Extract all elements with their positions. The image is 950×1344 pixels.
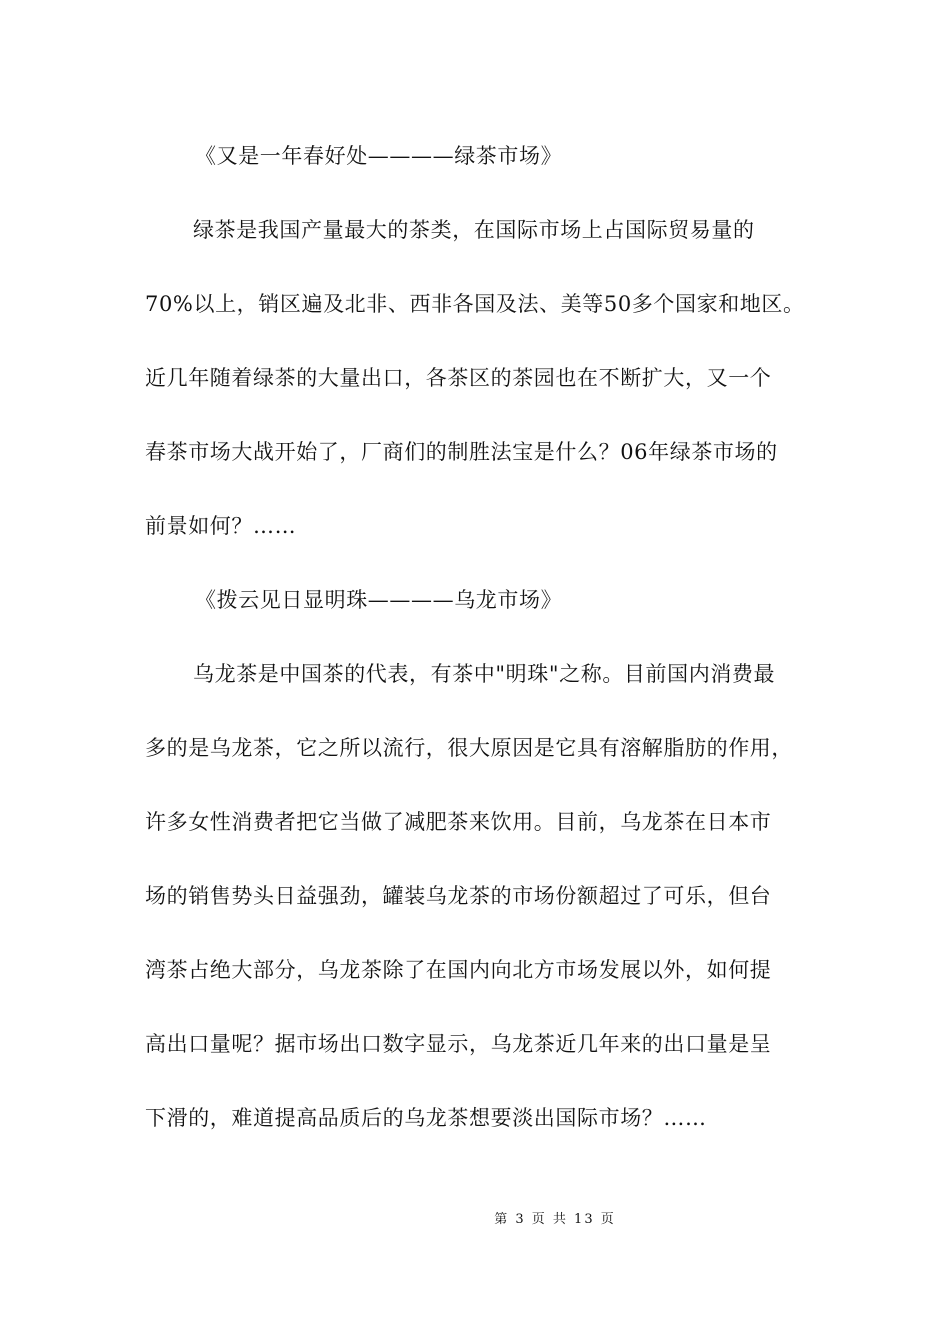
paragraph-line: 70%以上，销区遍及北非、西非各国及法、美等50多个国家和地区。	[145, 292, 805, 316]
section-heading-oolong-tea: 《拨云见日显明珠————乌龙市场》	[195, 588, 563, 612]
page-number-label: 第 3 页 共 13 页	[494, 1212, 616, 1227]
paragraph-line: 乌龙茶是中国茶的代表，有茶中"明珠"之称。目前国内消费最	[193, 662, 776, 686]
paragraph-line: 许多女性消费者把它当做了减肥茶来饮用。目前，乌龙茶在日本市	[145, 810, 772, 834]
paragraph-line: 春茶市场大战开始了，厂商们的制胜法宝是什么？06年绿茶市场的	[145, 440, 778, 464]
paragraph-line: 绿茶是我国产量最大的茶类，在国际市场上占国际贸易量的	[193, 218, 755, 242]
paragraph-line: 湾茶占绝大部分，乌龙茶除了在国内向北方市场发展以外，如何提	[145, 958, 772, 982]
paragraph-line: 下滑的，难道提高品质后的乌龙茶想要淡出国际市场？……	[145, 1106, 707, 1130]
paragraph-line: 前景如何？……	[145, 514, 297, 538]
paragraph-line: 近几年随着绿茶的大量出口，各茶区的茶园也在不断扩大，又一个	[145, 366, 772, 390]
document-body	[145, 134, 825, 1170]
page-footer	[0, 1208, 950, 1227]
paragraph-line: 高出口量呢？据市场出口数字显示，乌龙茶近几年来的出口量是呈	[145, 1032, 772, 1056]
paragraph-line: 多的是乌龙茶，它之所以流行，很大原因是它具有溶解脂肪的作用，	[145, 736, 793, 760]
section-heading-green-tea: 《又是一年春好处————绿茶市场》	[195, 144, 563, 168]
paragraph-line: 场的销售势头日益强劲，罐装乌龙茶的市场份额超过了可乐，但台	[145, 884, 772, 908]
